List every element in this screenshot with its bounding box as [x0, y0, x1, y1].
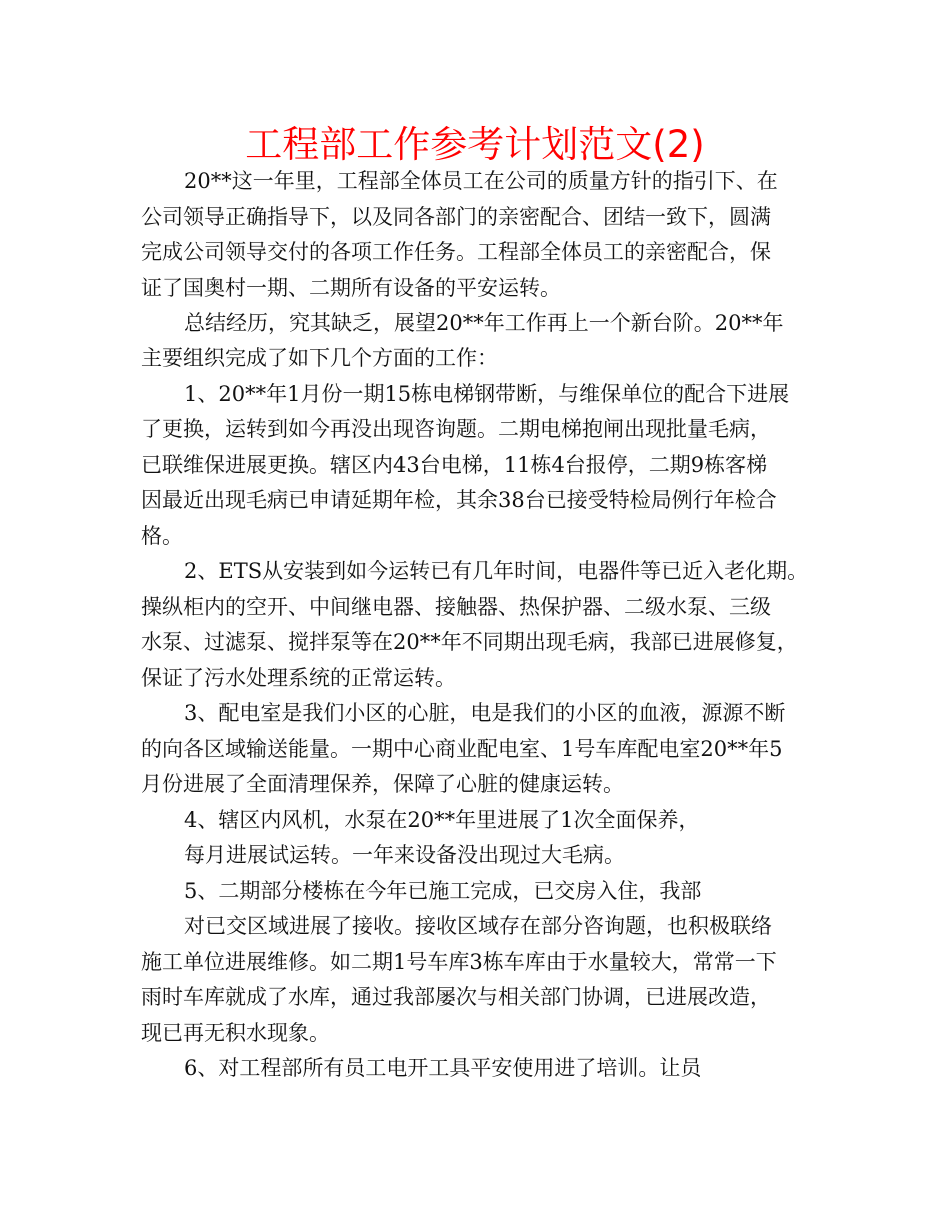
text-line: 水泵、过滤泵、搅拌泵等在20**年不同期出现毛病，我部已进展修复，	[141, 630, 798, 654]
text-line: 格。	[141, 524, 183, 548]
text-line: 5、二期部分楼栋在今年已施工完成，已交房入住，我部	[184, 879, 702, 903]
text-line: 4、辖区内风机，水泵在20**年里进展了1次全面保养，	[184, 808, 700, 832]
text-line: 证了国奥村一期、二期所有设备的平安运转。	[141, 276, 561, 300]
text-line: 保证了污水处理系统的正常运转。	[141, 666, 456, 690]
text-line: 每月进展试运转。一年来设备没出现过大毛病。	[184, 843, 625, 867]
text-line: 因最近出现毛病已申请延期年检，其余38台已接受特检局例行年检合	[141, 488, 777, 512]
text-line: 施工单位进展维修。如二期1号车库3栋车库由于水量较大，常常一下	[141, 950, 777, 974]
text-line: 6、对工程部所有员工电开工具平安使用进了培训。让员	[184, 1056, 702, 1080]
text-line: 月份进展了全面清理保养，保障了心脏的健康运转。	[141, 772, 624, 796]
text-line: 总结经历，究其缺乏，展望20**年工作再上一个新台阶。20**年	[184, 311, 784, 335]
text-line: 公司领导正确指导下，以及同各部门的亲密配合、团结一致下，圆满	[141, 205, 771, 229]
text-line: 20**这一年里，工程部全体员工在公司的质量方针的指引下、在	[184, 169, 778, 193]
text-line: 3、配电室是我们小区的心脏，电是我们的小区的血液，源源不断	[184, 701, 786, 725]
text-line: 现已再无积水现象。	[141, 1021, 330, 1045]
text-line: 主要组织完成了如下几个方面的工作：	[141, 346, 498, 370]
text-line: 操纵柜内的空开、中间继电器、接触器、热保护器、二级水泵、三级	[141, 595, 771, 619]
text-line: 2、ETS从安装到如今运转已有几年时间，电器件等已近入老化期。	[184, 559, 809, 583]
text-line: 对已交区域进展了接收。接收区域存在部分咨询题，也积极联络	[184, 914, 772, 938]
text-line: 已联维保进展更换。辖区内43台电梯，11栋4台报停，二期9栋客梯	[141, 453, 768, 477]
text-line: 了更换，运转到如今再没出现咨询题。二期电梯抱闸出现批量毛病，	[141, 417, 771, 441]
text-line: 1、20**年1月份一期15栋电梯钢带断，与维保单位的配合下进展	[184, 382, 790, 406]
text-line: 的向各区域输送能量。一期中心商业配电室、1号车库配电室20**年5	[141, 737, 783, 761]
document-title: 工程部工作参考计划范文(2)	[245, 123, 705, 166]
text-line: 完成公司领导交付的各项工作任务。工程部全体员工的亲密配合，保	[141, 240, 771, 264]
text-line: 雨时车库就成了水库，通过我部屡次与相关部门协调，已进展改造，	[141, 985, 771, 1009]
